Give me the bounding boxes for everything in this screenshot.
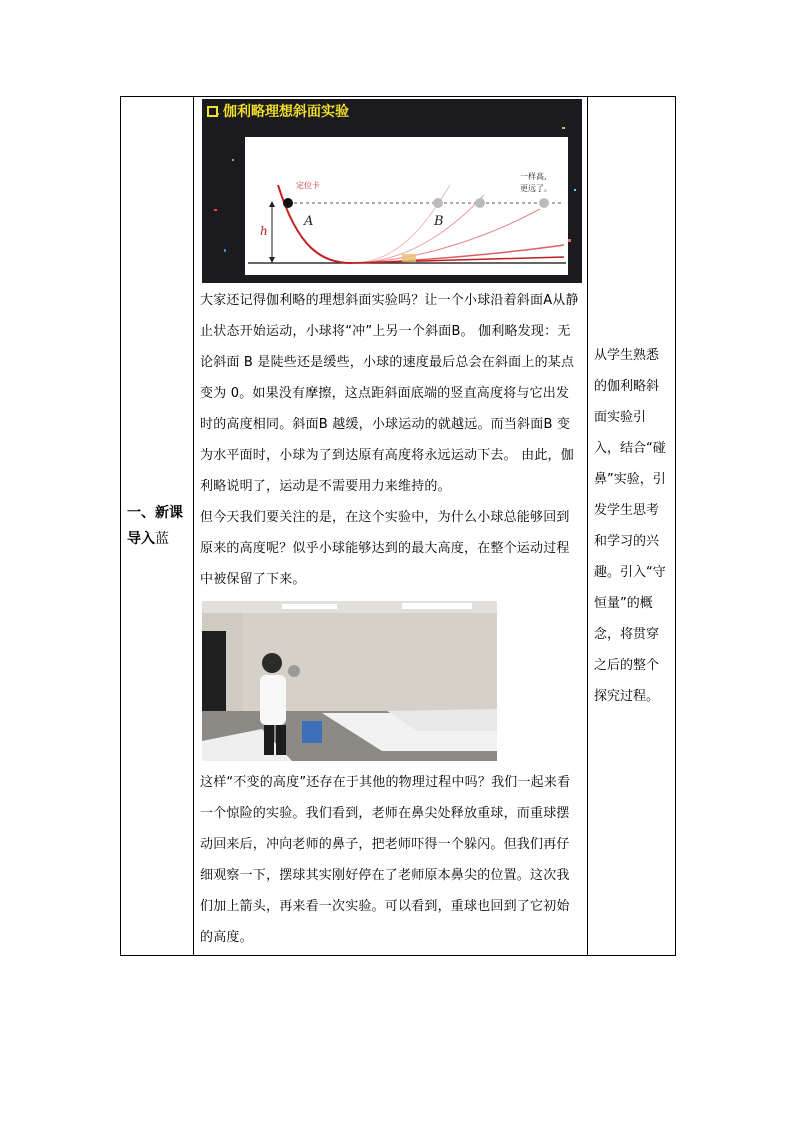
lesson-row [121,97,676,956]
locator-card-icon [402,254,416,262]
paragraph-question: 但今天我们要关注的是，在这个实验中，为什么小球总能够回到原来的高度呢？似乎小球能够达到的最大高度，在整个运动过程中被保留了下来。 [200,510,570,587]
design-note-cell [588,97,676,956]
teacher-head [262,653,282,673]
confetti-dot [574,189,576,191]
confetti-dot [562,127,565,129]
locator-label: 定位卡 [296,181,320,190]
height-label: h [260,224,268,238]
ball-end [475,198,485,208]
confetti-dot [232,159,234,161]
section-label-bold: 一、新课导入 [127,505,183,547]
ceiling-light [282,604,337,609]
content-cell [194,97,588,956]
ceiling-light [402,603,472,609]
confetti-dot [224,249,226,252]
paragraph-pendulum: 这样“不变的高度”还存在于其他的物理过程中吗？我们一起来看一个惊险的实验。我们看到，老师在鼻尖处释放重球，而重球摆动回来后，冲向老师的鼻子，把老师吓得一个躲闪。但我们再仔细观察一下，摆球其实刚好停在了老师原本鼻尖的位置。这次我们加上箭头，再来看一次实验。可以看到，重球也回到了它初始的高度。 [200,775,571,945]
pendulum-ball [288,665,300,677]
teacher-shirt [260,675,286,725]
confetti-dot [568,239,571,242]
galileo-slide-image [202,99,582,283]
note-label-line2: 更远了。 [520,184,552,193]
teacher-leg [276,725,286,755]
note-label-line1: 一样高, [520,172,547,181]
classroom-photo [202,601,497,761]
incline-a-label: A [304,214,314,229]
content-body-2 [194,765,587,955]
confetti-dot [214,209,217,211]
section-label [121,500,193,552]
lesson-table [120,96,676,956]
incline-b-label: B [434,214,444,229]
ball-end [539,198,549,208]
teacher-leg [264,725,274,755]
section-cell [121,97,194,956]
content-body [194,283,587,597]
ball-start [283,198,293,208]
paragraph-galileo: 大家还记得伽利略的理想斜面实验吗？让一个小球沿着斜面A从静止状态开始运动，小球将“冲”上另一个斜面B。 伽利略发现：无论斜面 B 是陡些还是缓些，小球的速度最后总会在斜面上的某点变为 0。如果没有摩擦，这点距斜面底端的竖直高度将与它出发时的高度相同。斜面B 越缓，小球运动的就越远。而当斜面B 变为水平面时，小球为了到达原有高度将永远运动下去。 由此，伽利略说明了，运动是不需要用力来维持的。 [200,293,579,494]
section-label-tail: 蓝 [155,531,169,547]
design-note: 从学生熟悉的伽利略斜面实验引入，结合“碰鼻”实验，引发学生思考和学习的兴趣。引入“守恒量”的概念，将贯穿之后的整个探究过程。 [594,348,666,704]
slide-title: 伽利略理想斜面实验 [223,104,349,120]
chair [302,721,322,743]
wall-screen [202,631,226,711]
ball-end [433,198,443,208]
